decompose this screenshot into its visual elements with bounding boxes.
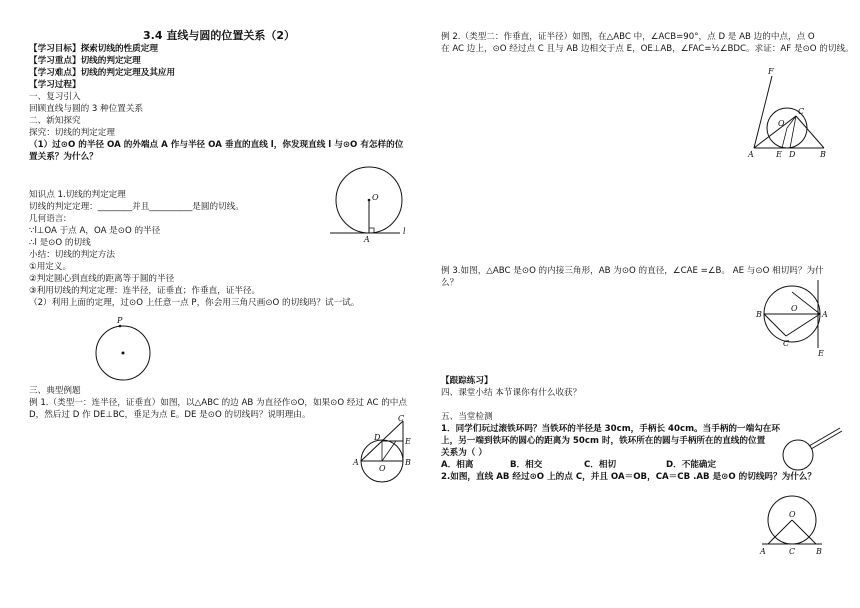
method-3: ③利用切线的判定定理：连半径，证垂直；作垂直，证半径。 (29, 286, 261, 296)
example-3-figure (752, 278, 832, 358)
example-2-figure (744, 66, 840, 162)
rolling-hoop-figure (780, 426, 844, 474)
method-1: ①用定义。 (29, 262, 72, 272)
explore-heading: 探究：切线的判定定理 (29, 128, 115, 138)
label-o: O (789, 510, 796, 519)
theorem-fill-blank: 切线的判定定理：________并且__________是圆的切线。 (29, 202, 244, 212)
label-a: A (364, 235, 370, 244)
question-2: （2）利用上面的定理，过⊙O 上任意一点 P，你会用三角尺画⊙O 的切线吗？试一试。 (29, 298, 360, 308)
label-e: E (818, 349, 824, 358)
test-1-line-3: 关系为（ ） (441, 448, 487, 458)
section-1-text: 回顾直线与圆的 3 种位置关系 (29, 104, 144, 114)
label-o: O (791, 304, 798, 313)
label-c: C (798, 107, 805, 116)
key-line: 【学习重点】切线的判定定理 (29, 56, 141, 66)
option-a: A．相离 (441, 460, 474, 470)
label-d: D (789, 150, 796, 159)
example-3-line-1: 例 3.如图，△ABC 是⊙O 的内接三角形，AB 为⊙O 的直径，∠CAE =∠B。 AE 与⊙O 相切吗？为什 (441, 266, 824, 276)
label-b: B (816, 547, 822, 556)
label-e: E (776, 150, 782, 159)
label-b: B (820, 150, 826, 159)
method-2: ②判定圆心到直线的距离等于圆的半径 (29, 274, 175, 284)
label-a: A (353, 458, 359, 467)
example-1-line-1: 例 1.（类型一：连半径，证垂直）如图，以△ABC 的边 AB 为直径作⊙O，如果⊙O 经过 AC 的中点 (29, 398, 407, 408)
label-c: C (789, 547, 796, 556)
example-1-figure (352, 414, 422, 484)
label-b: B (405, 458, 411, 467)
section-3-heading: 三、典型例题 (29, 386, 81, 396)
label-o: O (778, 119, 785, 128)
label-o: O (372, 193, 379, 202)
label-o: O (379, 464, 386, 473)
option-b: B．相交 (510, 460, 543, 470)
point-p-circle-figure (90, 318, 160, 388)
process-heading: 【学习过程】 (29, 80, 81, 90)
test-2-figure (756, 494, 832, 558)
label-c: C (783, 339, 790, 348)
section-5-heading: 五、当堂检测 (441, 412, 493, 422)
label-a: A (822, 310, 828, 319)
question-1-line-2: 置关系？为什么？ (29, 152, 98, 162)
follow-up-heading: 【跟踪练习】 (441, 376, 493, 386)
label-b: B (756, 310, 762, 319)
example-2-line-2: 在 AC 边上，⊙O 经过点 C 且与 AB 边相交于点 E，OE⊥AB，∠FAC=½∠BDC。求证：AF 是⊙O 的切线。 (441, 44, 854, 54)
section-4-heading: 四、课堂小结 本节课你有什么收获？ (441, 388, 582, 398)
test-2: 2.如图，直线 AB 经过⊙O 上的点 C，并且 OA＝OB，CA＝CB .AB 是⊙O 的切线吗？为什么？ (441, 472, 816, 482)
option-d: D．不能确定 (666, 460, 717, 470)
example-1-line-2: D，然后过 D 作 DE⊥BC，垂足为点 E。DE 是⊙O 的切线吗？说明理由。 (29, 410, 311, 420)
section-1-heading: 一、复习引入 (29, 92, 81, 102)
geometry-given: ∵l⊥OA 于点 A，OA 是⊙O 的半径 (29, 226, 161, 236)
geometry-conclusion: ∴l 是⊙O 的切线 (29, 238, 91, 248)
label-d: D (374, 433, 381, 442)
test-1-line-1: 1．同学们玩过滚铁环吗？当铁环的半径是 30cm，手柄长 40cm。当手柄的一端勾在环 (441, 424, 780, 434)
label-c: C (398, 414, 405, 423)
label-a: A (748, 150, 754, 159)
tangent-theorem-figure (328, 164, 418, 244)
geometry-language-label: 几何语言: (29, 214, 67, 224)
test-1-line-2: 上，另一端到铁环的圆心的距离为 50cm 时，铁环所在的圆与手柄所在的直线的位置 (441, 436, 766, 446)
label-e: E (405, 437, 411, 446)
difficulty-line: 【学习难点】切线的判定定理及其应用 (29, 68, 176, 78)
option-c: C．相切 (584, 460, 617, 470)
label-p: P (117, 316, 123, 325)
label-l: l (403, 227, 406, 236)
page-title: 3.4 直线与圆的位置关系（2） (143, 29, 295, 42)
example-2-line-1: 例 2.（类型二：作垂直，证半径）如图，在△ABC 中，∠ACB=90°，点 D 是 AB 边的中点，点 O (441, 32, 815, 42)
knowledge-point-1: 知识点 1.切线的判定定理 (29, 190, 126, 200)
label-a: A (760, 547, 766, 556)
example-3-line-2: 么？ (441, 278, 459, 288)
label-f: F (768, 67, 774, 76)
section-2-heading: 二、新知探究 (29, 116, 81, 126)
question-1-line-1: （1）过⊙O 的半径 OA 的外端点 A 作与半径 OA 垂直的直线 l，你发现直线 l 与⊙O 有怎样的位 (29, 140, 404, 150)
summary-heading: 小结：切线的判定方法 (29, 250, 115, 260)
goal-line: 【学习目标】探索切线的性质定理 (29, 44, 158, 54)
